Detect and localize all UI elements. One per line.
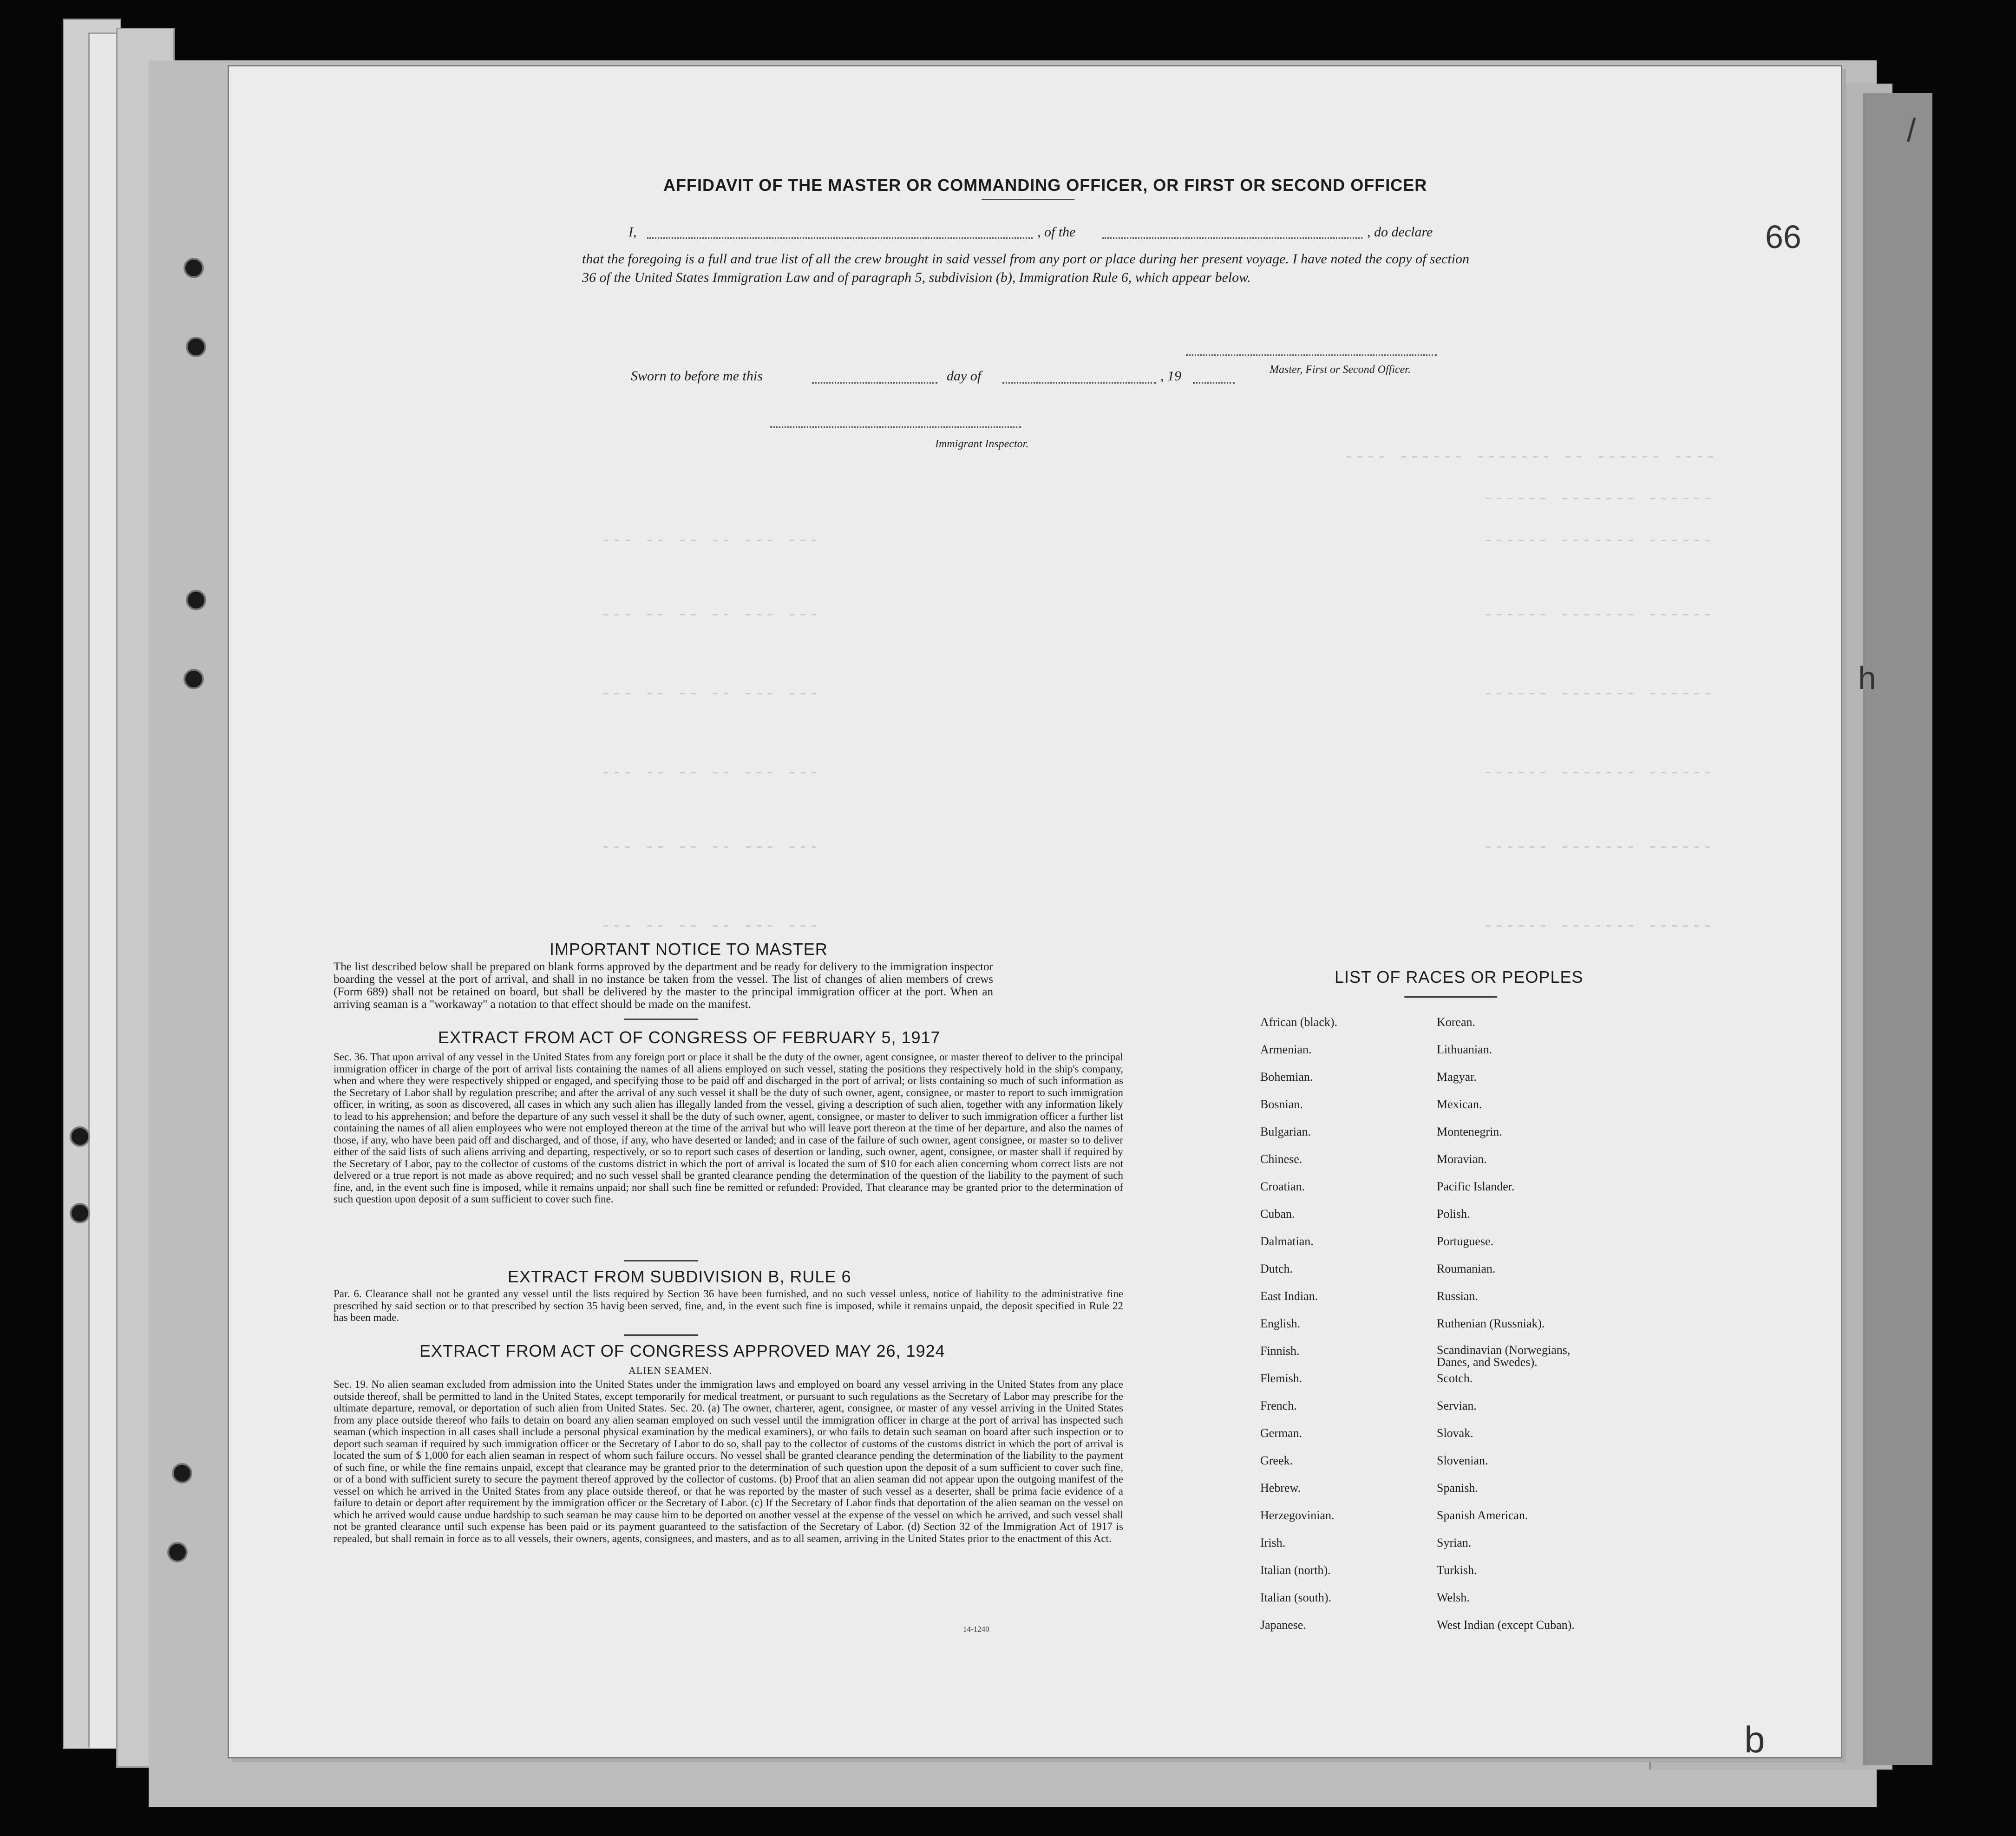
race-entry: Mexican. (1437, 1098, 1482, 1111)
race-entry: Herzegovinian. (1260, 1509, 1335, 1522)
document-page (228, 65, 1842, 1758)
race-entry: Greek. (1260, 1454, 1293, 1467)
race-entry: Bulgarian. (1260, 1125, 1311, 1138)
race-entry: Pacific Islander. (1437, 1180, 1515, 1193)
race-entry: Hebrew. (1260, 1481, 1301, 1495)
year-label: , 19 (1160, 368, 1181, 384)
races-title: LIST OF RACES OR PEOPLES (1335, 967, 1584, 987)
of-the-label: , of the (1037, 224, 1076, 240)
races-column-2 (1437, 1015, 1590, 1646)
race-entry: Spanish. (1437, 1481, 1478, 1495)
race-entry: Dutch. (1260, 1262, 1293, 1275)
declare-label: , do declare (1367, 224, 1433, 240)
sworn-month-field[interactable] (1002, 382, 1156, 384)
handwritten-mark: b (1744, 1719, 1765, 1760)
form-number: 14-1240 (963, 1625, 989, 1633)
bleed-through-text: ------ ------- ------ (1483, 605, 1714, 624)
vessel-field[interactable] (1102, 237, 1362, 239)
divider (624, 1260, 698, 1261)
race-entry: Servian. (1437, 1399, 1477, 1412)
sworn-line (631, 368, 1444, 392)
divider (624, 1019, 698, 1020)
extract-rule6-title: EXTRACT FROM SUBDIVISION B, RULE 6 (508, 1267, 851, 1286)
day-of-label: day of (947, 368, 982, 384)
bleed-through-text: --- -- -- -- --- --- (601, 605, 820, 624)
bleed-through-text: ------ ------- ------ (1483, 763, 1714, 782)
extract-1917-title: EXTRACT FROM ACT OF CONGRESS OF FEBRUARY 5, 1917 (438, 1028, 941, 1047)
race-entry: Irish. (1260, 1536, 1286, 1549)
divider (982, 199, 1074, 200)
race-entry: African (black). (1260, 1015, 1338, 1029)
race-entry: Scotch. (1437, 1372, 1473, 1385)
race-entry: Russian. (1437, 1289, 1478, 1303)
bleed-through-text: --- -- -- -- --- --- (601, 684, 820, 703)
race-entry: Finnish. (1260, 1344, 1300, 1358)
race-entry: Armenian. (1260, 1043, 1312, 1056)
extract-1917-text: Sec. 36. That upon arrival of any vessel in the United States from any foreign port or place it shall be the duty of the owner, agent consignee, or master thereof to deliver to the principal immigration officer in charge of the port of arrival lists containing the names of all aliens employed on such vessel, stating the positions they respectively hold in the ship's company, when and where they were respectively shipped or engaged, and specifying those to be paid off and discharged in the port of arrival; or lists containing so much of such information as the Secretary of Labor shall by regulation prescribe; and after the arrival of any such vessel it shall be the duty of such owner, agent, consignee, or master to report to such immigration officer, in writing, as soon as discovered, all cases in which any such alien has illegally landed from the vessel, giving a description of such alien, together with any information likely to lead to his apprehension; and before the departure of any such vessel it shall be the duty of such owner, agent, consignee, or master to deliver to such immigration officer a further list containing the names of all alien employees who were not employed thereon at the time of the arrival but who will leave port thereon at the time of her departure, and also the names of those, if any, who have been paid off and discharged, and of those, if any, who have deserted or landed; and in case of the failure of such owner, agent consignee, or master so to deliver either of the said lists of such aliens arriving and departing, respectively, or so to report such cases of desertion or landing, such owner, agent, consignee, or master shall if required by the Secretary of Labor, pay to the collector of customs of the customs district in which the port of arrival is located the sum of $10 for each alien concerning whom correct lists are not delvered or a true report is not made as above required; and no such vessel shall be granted clearance pending the determination of the question of the liability to the payment of such fine, and, in the event such fine is imposed, while it remains unpaid; nor shall such fine be remitted or refunded: Provided, That clearance may be granted prior to the determination of such question upon deposit of a sum sufficient to cover such fine. (334, 1051, 1123, 1205)
binder-hole (186, 337, 206, 357)
race-entry: German. (1260, 1426, 1303, 1440)
binding-strip (1863, 93, 1932, 1765)
sworn-label: Sworn to before me this (631, 368, 763, 384)
name-field[interactable] (647, 237, 1033, 239)
affidavit-body: that the foregoing is a full and true list of all the crew brought in said vessel from any port or place during her present voyage. I have noted the copy of section 36 of the United States Immigration Law and of paragraph 5, subdivision (b), Immigration Rule 6, which appear below. (582, 251, 1469, 285)
race-entry: Slovak. (1437, 1426, 1473, 1440)
bleed-through-text: ------ ------- ------ (1483, 684, 1714, 703)
divider (1404, 996, 1497, 998)
bleed-through-text: --- -- -- -- --- --- (601, 916, 820, 935)
race-entry: East Indian. (1260, 1289, 1318, 1303)
inspector-label: Immigrant Inspector. (935, 438, 1029, 450)
race-entry: Scandinavian (Norwegians, Danes, and Swedes). (1437, 1343, 1571, 1369)
handwritten-mark: / (1907, 112, 1916, 148)
race-entry: Croatian. (1260, 1180, 1305, 1193)
race-entry: English. (1260, 1317, 1300, 1330)
race-entry: French. (1260, 1399, 1297, 1412)
race-entry: West Indian (except Cuban). (1437, 1618, 1575, 1632)
race-entry: Turkish. (1437, 1563, 1477, 1577)
bleed-through-text: ------ ------- ------ (1483, 837, 1714, 856)
race-entry: Roumanian. (1437, 1262, 1496, 1275)
race-entry: Welsh. (1437, 1591, 1470, 1604)
affidavit-title: AFFIDAVIT OF THE MASTER OR COMMANDING OFFICER, OR FIRST OR SECOND OFFICER (663, 176, 1427, 195)
inspector-signature-field[interactable] (770, 426, 1021, 428)
race-entry: Chinese. (1260, 1152, 1303, 1166)
binder-hole (183, 258, 204, 278)
binder-hole (186, 590, 206, 610)
race-entry: Spanish American. (1437, 1509, 1528, 1522)
race-entry: Lithuanian. (1437, 1043, 1492, 1056)
race-entry: Moravian. (1437, 1152, 1487, 1166)
extract-1924-subtitle: ALIEN SEAMEN. (628, 1365, 713, 1376)
divider (624, 1334, 698, 1336)
race-entry: Cuban. (1260, 1207, 1295, 1221)
binder-hole (172, 1463, 192, 1483)
handwritten-mark: 66 (1765, 219, 1801, 255)
bleed-through-text: --- -- -- -- --- --- (601, 837, 820, 856)
race-entry: Bosnian. (1260, 1098, 1303, 1111)
master-signature-field[interactable] (1186, 354, 1437, 356)
bleed-through-text: --- -- -- -- --- --- (601, 763, 820, 782)
race-entry: Polish. (1437, 1207, 1470, 1221)
race-entry: Dalmatian. (1260, 1235, 1314, 1248)
master-signature-label: Master, First or Second Officer. (1270, 364, 1411, 376)
race-entry: Flemish. (1260, 1372, 1303, 1385)
binder-hole (70, 1203, 90, 1223)
declarant-prefix: I, (628, 224, 637, 240)
sworn-day-field[interactable] (812, 382, 937, 384)
extract-1924-text: Sec. 19. No alien seaman excluded from admission into the United States under the immigration laws and employed on board any vessel arriving in the United States from any place outside thereof, shall be permitted to land in the United States, except temporarily for medical treatment, or pursuant to such regulations as the Secretary of Labor may prescribe for the ultimate departure, removal, or deportation of such alien from United States. Sec. 20. (a) The owner, charterer, agent, consignee, or master of any vessel arriving in the United States from any place outside thereof who fails to detain on board any alien seaman employed on such vessel until the immigration officer in charge at the port of arrival has inspected such seaman (which inspection in all cases shall include a personal physical examination by the medical examiners), or who fails to detain such seaman on board after such inspection or to deport such seaman if required by such immigration officer or the Secretary of Labor to do so, shall pay to the collector of customs of the customs district in which the port of arrival is located the sum of $ 1,000 for each alien seaman in respect of whom such failure occurs. No vessel shall be granted clearance pending the determination of the liability to the payment of such fine, or while the fine remains unpaid, except that clearance may be granted prior to the determination of such question upon the deposit of a sum sufficient to cover such fine, or of a bond with sufficient surety to secure the payment thereof approved by the collector of customs. (b) Proof that an alien seaman did not appear upon the outgoing manifest of the vessel on which he arrived in the United States from any place outside thereof, or that he was reported by the master of such vessel as a deserter, shall be prima facie evidence of a failure to detain or deport after requirement by the immigration officer or the Secretary of Labor. (c) If the Secretary of Labor finds that deportation of the alien seaman on the vessel on which he arrived would cause undue hardship to such seaman he may cause him to be deported on another vessel at the expense of the vessel on which he arrived, and such vessel shall not be granted clearance until such expense has been paid or its payment guaranteed to the satisfaction of the Secretary of Labor. (d) Section 32 of the Immigration Act of 1917 is repealed, but shall remain in force as to all vessels, their owners, agents, consignees, and masters, and as to all seamen, arriving in the United States prior to the enactment of this Act. (334, 1379, 1123, 1544)
binder-hole (167, 1542, 188, 1562)
handwritten-mark: h (1858, 660, 1876, 696)
sworn-year-field[interactable] (1193, 382, 1235, 384)
race-entry: Magyar. (1437, 1070, 1477, 1084)
extract-1924-title: EXTRACT FROM ACT OF CONGRESS APPROVED MAY 26, 1924 (419, 1341, 945, 1360)
race-entry: Portuguese. (1437, 1235, 1494, 1248)
race-entry: Italian (north). (1260, 1563, 1331, 1577)
race-entry: Italian (south). (1260, 1591, 1332, 1604)
bleed-through-text: --- -- -- -- --- --- (601, 531, 820, 550)
race-entry: Japanese. (1260, 1618, 1306, 1632)
races-column-1 (1260, 1015, 1337, 1646)
race-entry: Montenegrin. (1437, 1125, 1502, 1138)
race-entry: Korean. (1437, 1015, 1476, 1029)
bleed-through-text: ------ ------- ------ (1483, 916, 1714, 935)
race-entry: Bohemian. (1260, 1070, 1313, 1084)
extract-rule6-text: Par. 6. Clearance shall not be granted any vessel until the lists required by Section 36 have been furnished, and no such vessel unless, notice of liability to the administrative fine prescribed by said section or to that prescribed by section 35 havig been served, fine, and, in the event such fine is imposed, while it remains unpaid, the deposit specified in Rule 22 has been made. (334, 1288, 1123, 1323)
bleed-through-text: ---- ------ ------- -- ------ ---- (1344, 447, 1717, 466)
binder-hole (183, 669, 204, 689)
bleed-through-text: ------ ------- ------ (1483, 489, 1714, 508)
race-entry: Slovenian. (1437, 1454, 1488, 1467)
bleed-through-text: ------ ------- ------ (1483, 531, 1714, 550)
binder-hole (70, 1126, 90, 1147)
notice-text: The list described below shall be prepared on blank forms approved by the department and be ready for delivery to the immigration inspector boarding the vessel at the port of arrival, and shall in no instance be taken from the vessel. The list of changes of alien members of crews (Form 689) shall not be retained on board, but shall be delivered by the master to the principal immigration officer at the port. When an arriving seaman is a "workaway" a notation to that effect should be made on the manifest. (334, 960, 993, 1011)
race-entry: Ruthenian (Russniak). (1437, 1317, 1545, 1330)
race-entry: Syrian. (1437, 1536, 1472, 1549)
notice-title: IMPORTANT NOTICE TO MASTER (550, 940, 828, 959)
